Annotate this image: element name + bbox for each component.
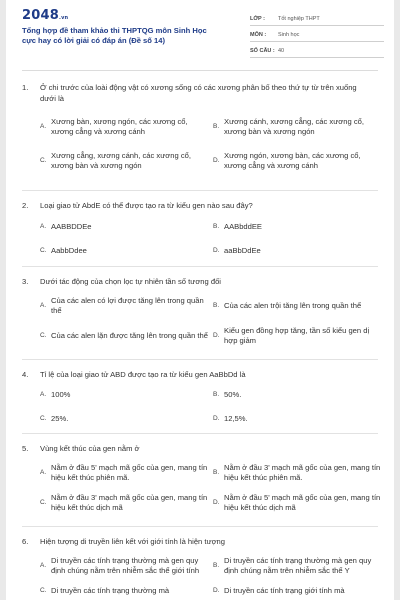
option-text: Di truyền các tính trạng thường mà gen quy định chúng nằm trên nhiễm sắc thể Y xyxy=(224,556,372,575)
option-text: Di truyền các tính trạng giới tính mà xyxy=(224,586,345,595)
option-letter: D. xyxy=(213,499,220,506)
option-d[interactable] xyxy=(213,414,386,424)
option-letter: C. xyxy=(40,332,47,339)
question-3 xyxy=(22,267,378,359)
question-1 xyxy=(22,78,378,190)
option-a[interactable] xyxy=(40,556,213,576)
options xyxy=(40,222,378,256)
option-d[interactable] xyxy=(213,586,386,596)
options xyxy=(40,117,378,171)
option-text: Nằm ở đầu 3' mạch mã gốc của gen, mang tín hiệu kết thúc phiên mã. xyxy=(224,463,381,482)
question-list xyxy=(22,78,381,600)
option-letter: B. xyxy=(213,302,220,309)
option-text: Di truyền các tính trạng thường mà gen quy định chúng nằm trên nhiễm sắc thể giới tính xyxy=(51,556,200,575)
option-text: Nằm ở đầu 5' mạch mã gốc của gen, mang tín hiệu kết thúc phiên mã. xyxy=(51,463,208,482)
option-text: Xương cẳng, xương cánh, các xương cổ, xương bàn và xương ngón xyxy=(51,151,191,170)
question-number: 1. xyxy=(22,83,29,92)
option-text: AABbddEE xyxy=(224,222,262,231)
question-text: Hiện tượng di truyền liên kết với giới tính là hiện tượng xyxy=(40,537,226,546)
option-b[interactable] xyxy=(213,463,386,483)
option-text: Của các alen có lợi được tăng lên trong quần thể xyxy=(51,296,204,315)
option-d[interactable] xyxy=(213,326,386,346)
option-c[interactable] xyxy=(40,493,213,513)
meta-row-class xyxy=(250,10,384,26)
option-text: 12,5%. xyxy=(224,414,248,423)
option-text: Xương bàn, xương ngón, các xương cổ, xương cẳng và xương cánh xyxy=(51,117,188,136)
question-number: 6. xyxy=(22,537,29,546)
question-5 xyxy=(22,434,381,526)
question-stem xyxy=(22,276,378,287)
option-text: AabbDdee xyxy=(51,246,87,255)
header-divider xyxy=(22,70,378,71)
option-text: Kiểu gen đồng hợp tăng, tần số kiểu gen dị hợp giảm xyxy=(224,326,370,345)
meta-count-label: SỐ CÂU : xyxy=(250,48,275,54)
option-d[interactable] xyxy=(213,246,386,256)
option-text: 25%. xyxy=(51,414,69,423)
option-letter: D. xyxy=(213,415,220,422)
option-c[interactable] xyxy=(40,326,213,346)
option-letter: A. xyxy=(40,123,47,130)
option-c[interactable] xyxy=(40,151,213,171)
option-text: Xương cánh, xương cẳng, các xương cổ, xương bàn và xương ngón xyxy=(224,117,364,136)
question-text: Tỉ lệ của loại giao tử ABD được tạo ra từ kiểu gen AaBbDd là xyxy=(40,370,246,379)
option-letter: B. xyxy=(213,562,220,569)
option-text: Nằm ở đầu 5' mạch mã gốc của gen, mang tín hiệu kết thúc dịch mã xyxy=(224,493,381,512)
question-stem xyxy=(22,536,378,547)
option-letter: B. xyxy=(213,391,220,398)
option-letter: C. xyxy=(40,587,47,594)
option-d[interactable] xyxy=(213,493,386,513)
option-letter: A. xyxy=(40,391,47,398)
meta-row-subject xyxy=(250,26,384,42)
option-text: Xương ngón, xương bàn, các xương cổ, xương cẳng và xương cánh xyxy=(224,151,361,170)
option-letter: C. xyxy=(40,415,47,422)
document-page xyxy=(6,0,394,600)
option-letter: A. xyxy=(40,223,47,230)
option-text: AABBDDEe xyxy=(51,222,92,231)
option-text: 100% xyxy=(51,390,71,399)
document-title: Tổng hợp đề tham khảo thi THPTQG môn Sinh Học cực hay có lời giải có đáp án (Đề số 14) xyxy=(22,26,207,45)
option-c[interactable] xyxy=(40,414,213,424)
options xyxy=(40,556,378,596)
option-letter: C. xyxy=(40,499,47,506)
meta-row-count xyxy=(250,42,384,58)
option-text: aaBbDdEe xyxy=(224,246,261,255)
question-stem xyxy=(22,82,378,104)
document-header xyxy=(6,0,394,62)
option-a[interactable] xyxy=(40,222,213,232)
meta-count-value: 40 xyxy=(278,48,285,54)
option-b[interactable] xyxy=(213,222,386,232)
option-b[interactable] xyxy=(213,556,386,576)
question-number: 4. xyxy=(22,370,29,379)
question-text: Vùng kết thúc của gen nằm ở xyxy=(40,444,140,453)
question-stem xyxy=(22,443,378,454)
question-text: Loại giao tử AbdE có thể được tạo ra từ kiểu gen nào sau đây? xyxy=(40,201,253,210)
question-stem xyxy=(22,200,378,211)
option-c[interactable] xyxy=(40,586,213,596)
option-letter: C. xyxy=(40,247,47,254)
meta-subject-label: MÔN : xyxy=(250,32,267,38)
option-a[interactable] xyxy=(40,390,213,400)
question-text: Ở chi trước của loài động vật có xương sống có các xương phân bố theo thứ tự từ trên xuống dưới là xyxy=(40,83,357,103)
meta-class-label: LỚP : xyxy=(250,16,265,22)
option-b[interactable] xyxy=(213,117,386,137)
option-c[interactable] xyxy=(40,246,213,256)
option-text: 50%. xyxy=(224,390,242,399)
option-b[interactable] xyxy=(213,390,386,400)
option-letter: A. xyxy=(40,302,47,309)
option-letter: D. xyxy=(213,157,220,164)
meta-subject-value: Sinh học xyxy=(278,32,300,38)
options xyxy=(40,390,378,424)
option-letter: B. xyxy=(213,123,220,130)
question-text: Dưới tác động của chọn lọc tự nhiên tần số tương đối xyxy=(40,277,221,286)
option-text: Nằm ở đầu 3' mạch mã gốc của gen, mang tín hiệu kết thúc dịch mã xyxy=(51,493,208,512)
option-letter: D. xyxy=(213,247,220,254)
question-number: 3. xyxy=(22,277,29,286)
option-a[interactable] xyxy=(40,296,213,316)
option-letter: A. xyxy=(40,562,47,569)
option-text: Của các alen lặn được tăng lên trong quần thể xyxy=(51,331,208,340)
option-letter: D. xyxy=(213,587,220,594)
option-a[interactable] xyxy=(40,463,213,483)
logo-text: 2048 xyxy=(22,8,59,23)
question-number: 5. xyxy=(22,444,29,453)
option-letter: B. xyxy=(213,223,220,230)
question-6 xyxy=(22,527,378,600)
question-4 xyxy=(22,360,378,433)
option-a[interactable] xyxy=(40,117,213,137)
option-letter: D. xyxy=(213,332,220,339)
document-meta xyxy=(250,10,384,58)
question-stem xyxy=(22,369,378,380)
meta-class-value: Tốt nghiệp THPT xyxy=(278,16,320,22)
question-2 xyxy=(22,191,378,266)
options xyxy=(40,296,378,346)
options xyxy=(40,463,381,513)
option-letter: A. xyxy=(40,469,47,476)
option-text: Di truyền các tính trạng thường mà xyxy=(51,586,170,595)
option-letter: C. xyxy=(40,157,47,164)
option-b[interactable] xyxy=(213,296,386,316)
question-number: 2. xyxy=(22,201,29,210)
logo-suffix: .vn xyxy=(58,15,69,21)
option-d[interactable] xyxy=(213,151,386,171)
option-text: Của các alen trội tăng lên trong quần thể xyxy=(224,301,362,310)
option-letter: B. xyxy=(213,469,220,476)
